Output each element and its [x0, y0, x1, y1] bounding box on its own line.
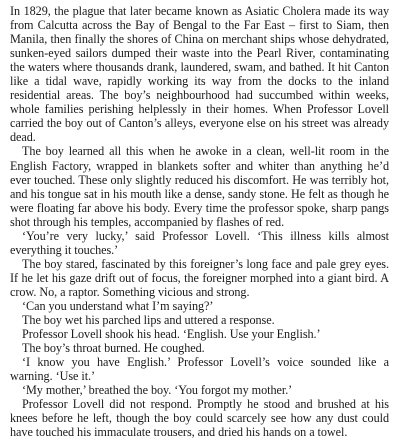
paragraph-4: The boy stared, fascinated by this foreigner’s long face and pale grey eyes. If he let his gaze drift out of focus, the foreigner morphed into a giant bird. A crow. No, a raptor. Something vicious and strong. [10, 256, 389, 299]
paragraph-5: ‘Can you understand what I’m saying?’ [22, 298, 214, 313]
paragraph-9: ‘I know you have English.’ Professor Lovell’s voice sounded like a warning. ‘Use it.’ [10, 355, 389, 384]
paragraph-6: The boy wet his parched lips and uttered a response. [22, 313, 275, 328]
paragraph-3: ‘You’re very lucky,’ said Professor Lovell. ‘This illness kills almost everything it touches.’ [10, 228, 389, 257]
paragraph-2: The boy learned all this when he awoke in a clean, well-lit room in the English Factory, wrapped in blankets softer and whiter than anything he’d ever touched. These only slightly reduced his discomfort. He was terribly hot, and his tongue sat in his mouth like a dense, sandy stone. He felt as though he were floating far above his body. Every time the professor spoke, sharp pangs shot through his temples, accompanied by flashes of red. [10, 144, 389, 229]
book-page [10, 4, 389, 439]
paragraph-7: Professor Lovell shook his head. ‘English. Use your English.’ [22, 327, 321, 342]
paragraph-10: ‘My mother,’ breathed the boy. ‘You forgot my mother.’ [22, 383, 293, 398]
paragraph-1: In 1829, the plague that later became known as Asiatic Cholera made its way from Calcutta across the Bay of Bengal to the Far East – first to Siam, then Manila, then finally the shores of China on merchant ships whose dehydrated, sunken-eyed sailors dumped their waste into the Pearl River, contaminating the waters where thousands drank, laundered, swam, and bathed. It hit Canton like a tidal wave, rapidly working its way from the docks to the inland residential areas. The boy’s neighbourhood had succumbed within weeks, whole families perishing helplessly in their homes. When Professor Lovell carried the boy out of Canton’s alleys, everyone else on his street was already dead. [10, 4, 389, 145]
paragraph-8: The boy’s throat burned. He coughed. [22, 341, 205, 356]
paragraph-11: Professor Lovell did not respond. Promptly he stood and brushed at his knees before he left, though the boy could scarcely see how any dust could have touched his immaculate trousers, and dried his hands on a towel. [10, 397, 389, 439]
